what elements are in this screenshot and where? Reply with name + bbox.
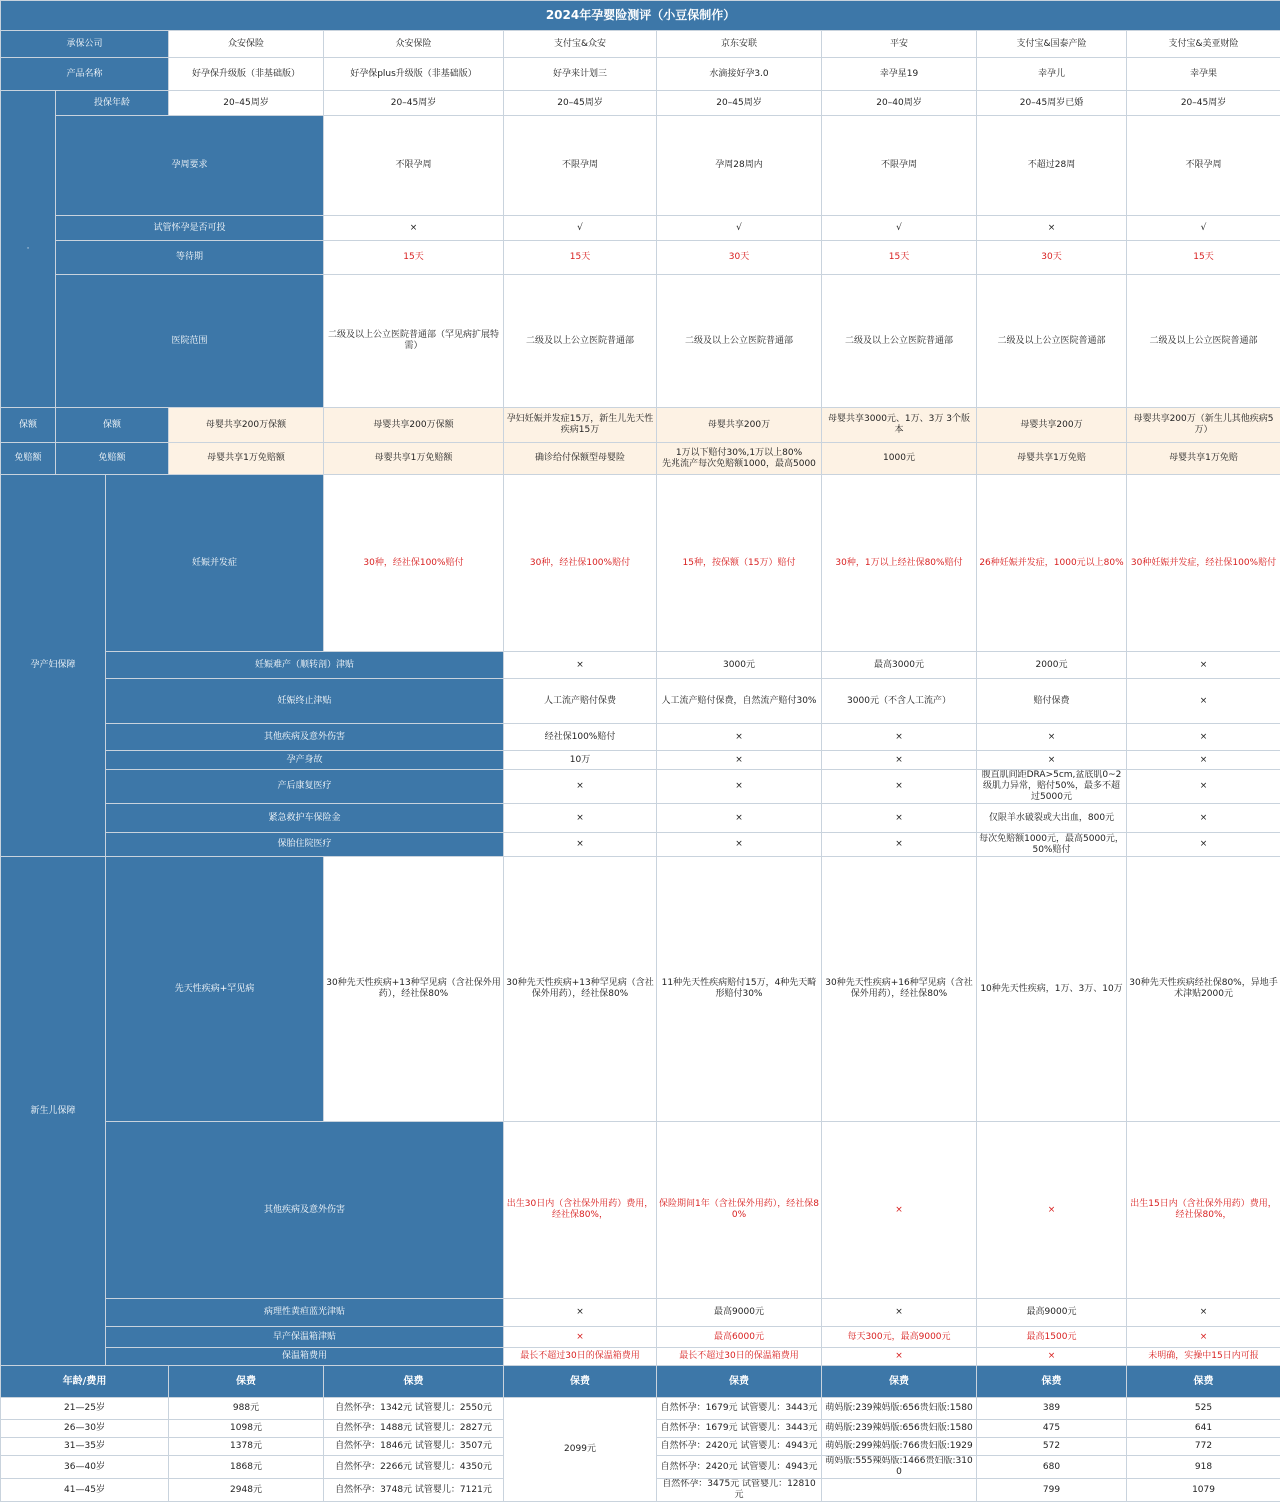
premium-age: 31—35岁 [1,1438,169,1456]
cell-wait: 30天 [657,241,822,275]
cell-deduct: 1000元 [822,443,977,475]
cell-deduct: 母婴共享1万免赔 [1127,443,1280,475]
cell-ambulance: × [657,804,822,833]
cell-ivf: √ [822,216,977,241]
cell-dystocia: 最高3000元 [822,652,977,679]
premium-age: 26—30岁 [1,1420,169,1438]
cell-preg_comp: 30种妊娠并发症，经社保100%赔付 [1127,475,1280,652]
cell-ivf: √ [504,216,657,241]
row-label: 妊娠并发症 [106,475,324,652]
cell-termination: × [1127,679,1280,724]
cell-ivf: √ [657,216,822,241]
cell-incubator: 最高6000元 [657,1327,822,1348]
table-row [1,770,1280,804]
cell-congenital: 10种先天性疾病，1万、3万、10万 [977,857,1127,1122]
cell-incubator: × [1127,1327,1280,1348]
cell-dystocia: 3000元 [657,652,822,679]
cell-m_other: × [1127,724,1280,751]
cell-rehab: 腹直肌间距DRA>5cm,盆底肌0~2级肌力异常，赔付50%，最多不超过5000元 [977,770,1127,804]
premium-c2: 自然怀孕：1342元 试管婴儿：2550元 [324,1398,504,1420]
premium-c1: 1378元 [169,1438,324,1456]
cell-jaundice: × [1127,1299,1280,1327]
row-label: 其他疾病及意外伤害 [106,1122,504,1299]
cell-tocolysis: × [822,833,977,857]
cell-termination: 赔付保费 [977,679,1127,724]
premium-c6: 475 [977,1420,1127,1438]
premium-c2: 自然怀孕：1488元 试管婴儿：2827元 [324,1420,504,1438]
cell-preg_comp: 15种，按保额（15万）赔付 [657,475,822,652]
group-label-deduct: 免赔额 [1,443,56,475]
row-label: 孕产身故 [106,751,504,770]
premium-c2: 自然怀孕：1846元 试管婴儿：3507元 [324,1438,504,1456]
cell-hospital: 二级及以上公立医院普通部 [822,275,977,408]
cell-age: 20–45周岁 [169,91,324,116]
cell-preg_comp: 30种，经社保100%赔付 [324,475,504,652]
cell-jaundice: 最高9000元 [977,1299,1127,1327]
cell-tocolysis: × [657,833,822,857]
table-row [1,804,1280,833]
cell-age: 20–45周岁 [324,91,504,116]
premium-c7: 525 [1127,1398,1280,1420]
premium-c2: 自然怀孕：2266元 试管婴儿：4350元 [324,1456,504,1479]
row-label: 免赔额 [56,443,169,475]
cell-company: 众安保险 [324,31,504,58]
cell-rehab: × [504,770,657,804]
row-label: 等待期 [56,241,324,275]
table-row [1,475,1280,652]
page-title: 2024年孕婴险测评（小豆保制作） [1,1,1280,31]
cell-n_other: 出生15日内（含社保外用药）费用，经社保80%， [1127,1122,1280,1299]
cell-m_other: × [657,724,822,751]
cell-ivf: √ [1127,216,1280,241]
cell-ambulance: 仅限羊水破裂或大出血，800元 [977,804,1127,833]
cell-hospital: 二级及以上公立医院普通部 [657,275,822,408]
cell-company: 平安 [822,31,977,58]
cell-age: 20–40周岁 [822,91,977,116]
premium-c7: 1079 [1127,1479,1280,1502]
table-row [1,58,1280,91]
cell-hospital: 二级及以上公立医院普通部 [504,275,657,408]
cell-week: 不限孕周 [822,116,977,216]
cell-product: 好孕保plus升级版（非基础版） [324,58,504,91]
cell-preg_comp: 26种妊娠并发症，1000元以上80% [977,475,1127,652]
cell-incubator: 每天300元，最高9000元 [822,1327,977,1348]
cell-hospital: 二级及以上公立医院普通部 [977,275,1127,408]
row-label: 妊娠终止津贴 [106,679,504,724]
cell-termination: 人工流产赔付保费 [504,679,657,724]
row-label: 保胎住院医疗 [106,833,504,857]
premium-age: 36—40岁 [1,1456,169,1479]
cell-wait: 15天 [324,241,504,275]
premium-c5 [822,1479,977,1502]
premium-c2: 自然怀孕：3748元 试管婴儿：7121元 [324,1479,504,1502]
cell-congenital: 30种先天性疾病+16种罕见病（含社保外用药），经社保80% [822,857,977,1122]
premium-header-cell: 保费 [657,1366,822,1398]
group-label-newborn: 新生儿保障 [1,857,106,1366]
cell-tocolysis: × [1127,833,1280,857]
cell-incubator: 最高1500元 [977,1327,1127,1348]
premium-c7: 641 [1127,1420,1280,1438]
cell-deduct: 母婴共享1万免赔额 [169,443,324,475]
cell-incub_fee: 未明确，实操中15日内可报 [1127,1348,1280,1366]
premium-header-cell: 保费 [324,1366,504,1398]
table-row [1,216,1280,241]
premium-c4: 自然怀孕：1679元 试管婴儿：3443元 [657,1398,822,1420]
premium-c5: 萌妈版:555辣妈版:1466贵妇版:3100 [822,1456,977,1479]
cell-week: 不限孕周 [324,116,504,216]
cell-product: 好孕来计划三 [504,58,657,91]
row-label: 妊娠难产（顺转剖）津贴 [106,652,504,679]
premium-header-cell: 保费 [977,1366,1127,1398]
cell-product: 幸孕果 [1127,58,1280,91]
cell-ambulance: × [822,804,977,833]
cell-incub_fee: × [822,1348,977,1366]
row-label: 投保年龄 [56,91,169,116]
row-label: 早产保温箱津贴 [106,1327,504,1348]
table-row [1,1299,1280,1327]
premium-c5: 萌妈版:299辣妈版:766贵妇版:1929 [822,1438,977,1456]
row-label: 医院范围 [56,275,324,408]
cell-insured: 母婴共享200万（新生儿其他疾病5万） [1127,408,1280,443]
cell-ivf: × [324,216,504,241]
cell-ambulance: × [1127,804,1280,833]
cell-m_other: × [822,724,977,751]
cell-tocolysis: × [504,833,657,857]
cell-m_other: 经社保100%赔付 [504,724,657,751]
cell-rehab: × [657,770,822,804]
cell-jaundice: × [504,1299,657,1327]
cell-week: 不超过28周 [977,116,1127,216]
table-body [1,1,1280,1502]
table-row [1,1348,1280,1366]
cell-tocolysis: 每次免赔额1000元，最高5000元，50%赔付 [977,833,1127,857]
table-row [1,408,1280,443]
row-label: 病理性黄疸蓝光津贴 [106,1299,504,1327]
cell-jaundice: 最高9000元 [657,1299,822,1327]
premium-c6: 799 [977,1479,1127,1502]
cell-jaundice: × [822,1299,977,1327]
premium-age: 41—45岁 [1,1479,169,1502]
cell-deduct: 母婴共享1万免赔 [977,443,1127,475]
premium-c7: 772 [1127,1438,1280,1456]
cell-hospital: 二级及以上公立医院普通部（罕见病扩展特需） [324,275,504,408]
cell-hospital: 二级及以上公立医院普通部 [1127,275,1280,408]
basic-info-side-label: · [1,91,56,408]
premium-c1: 988元 [169,1398,324,1420]
cell-wait: 15天 [822,241,977,275]
table-row [1,724,1280,751]
table-row [1,31,1280,58]
cell-death: × [657,751,822,770]
cell-death: × [822,751,977,770]
cell-death: 10万 [504,751,657,770]
cell-deduct: 母婴共享1万免赔额 [324,443,504,475]
cell-ambulance: × [504,804,657,833]
cell-insured: 孕妇妊娠并发症15万，新生儿先天性疾病15万 [504,408,657,443]
table-row [1,116,1280,216]
premium-header-cell: 保费 [169,1366,324,1398]
cell-product: 幸孕儿 [977,58,1127,91]
cell-preg_comp: 30种，1万以上经社保80%赔付 [822,475,977,652]
premium-c6: 389 [977,1398,1127,1420]
row-label: 保温箱费用 [106,1348,504,1366]
cell-company: 支付宝&美亚财险 [1127,31,1280,58]
table-row [1,241,1280,275]
premium-c1: 1098元 [169,1420,324,1438]
cell-rehab: × [1127,770,1280,804]
cell-week: 不限孕周 [504,116,657,216]
cell-wait: 30天 [977,241,1127,275]
cell-week: 孕周28周内 [657,116,822,216]
premium-c1: 1868元 [169,1456,324,1479]
premium-c5: 萌妈版:239辣妈版:656贵妇版:1580 [822,1420,977,1438]
row-label: 保额 [56,408,169,443]
cell-week: 不限孕周 [1127,116,1280,216]
row-label: 承保公司 [1,31,169,58]
premium-header-cell: 保费 [504,1366,657,1398]
cell-deduct: 1万以下赔付30%,1万以上80% 先兆流产每次免赔额1000，最高5000 [657,443,822,475]
cell-company: 众安保险 [169,31,324,58]
cell-termination: 3000元（不含人工流产） [822,679,977,724]
row-label: 产后康复医疗 [106,770,504,804]
group-label-mother: 孕产妇保障 [1,475,106,857]
cell-n_other: × [822,1122,977,1299]
cell-age: 20–45周岁已婚 [977,91,1127,116]
cell-product: 幸孕星19 [822,58,977,91]
cell-dystocia: × [1127,652,1280,679]
cell-n_other: × [977,1122,1127,1299]
table-row [1,1122,1280,1299]
cell-incub_fee: 最长不超过30日的保温箱费用 [504,1348,657,1366]
table-row [1,91,1280,116]
premium-c3: 2099元 [504,1398,657,1502]
premium-header-cell: 保费 [822,1366,977,1398]
table-row [1,833,1280,857]
cell-company: 京东安联 [657,31,822,58]
row-label: 其他疾病及意外伤害 [106,724,504,751]
premium-c5: 萌妈版:239辣妈版:656贵妇版:1580 [822,1398,977,1420]
table-row [1,652,1280,679]
cell-insured: 母婴共享200万 [977,408,1127,443]
cell-m_other: × [977,724,1127,751]
row-label: 试管怀孕是否可投 [56,216,324,241]
cell-insured: 母婴共享200万保额 [169,408,324,443]
group-label-insured: 保额 [1,408,56,443]
cell-age: 20–45周岁 [504,91,657,116]
cell-congenital: 30种先天性疾病经社保80%，异地手术津贴2000元 [1127,857,1280,1122]
cell-congenital: 11种先天性疾病赔付15万，4种先天畸形赔付30% [657,857,822,1122]
premium-c6: 680 [977,1456,1127,1479]
cell-incub_fee: × [977,1348,1127,1366]
cell-age: 20–45周岁 [1127,91,1280,116]
cell-age: 20–45周岁 [657,91,822,116]
premium-header-row [1,1366,1280,1398]
premium-c4: 自然怀孕：3475元 试管婴儿：12810元 [657,1479,822,1502]
row-label: 紧急救护车保险金 [106,804,504,833]
row-label: 产品名称 [1,58,169,91]
cell-rehab: × [822,770,977,804]
cell-incub_fee: 最长不超过30日的保温箱费用 [657,1348,822,1366]
cell-congenital: 30种先天性疾病+13种罕见病（含社保外用药），经社保80% [504,857,657,1122]
table-row [1,1327,1280,1348]
cell-company: 支付宝&国泰产险 [977,31,1127,58]
cell-product: 好孕保升级版（非基础版） [169,58,324,91]
row-label: 先天性疾病+罕见病 [106,857,324,1122]
cell-death: × [977,751,1127,770]
cell-n_other: 保险期间1年（含社保外用药），经社保80% [657,1122,822,1299]
cell-death: × [1127,751,1280,770]
cell-wait: 15天 [504,241,657,275]
cell-insured: 母婴共享3000元、1万、3万 3个版本 [822,408,977,443]
premium-c4: 自然怀孕：1679元 试管婴儿：3443元 [657,1420,822,1438]
table-row [1,751,1280,770]
cell-insured: 母婴共享200万保额 [324,408,504,443]
table-row [1,857,1280,1122]
cell-ivf: × [977,216,1127,241]
premium-age-label: 年龄/费用 [1,1366,169,1398]
cell-incubator: × [504,1327,657,1348]
premium-c7: 918 [1127,1456,1280,1479]
cell-wait: 15天 [1127,241,1280,275]
premium-c1: 2948元 [169,1479,324,1502]
cell-insured: 母婴共享200万 [657,408,822,443]
cell-deduct: 确诊给付保额型母婴险 [504,443,657,475]
row-label: 孕周要求 [56,116,324,216]
table-row [1,275,1280,408]
cell-dystocia: × [504,652,657,679]
table-row [1,443,1280,475]
cell-company: 支付宝&众安 [504,31,657,58]
premium-age: 21—25岁 [1,1398,169,1420]
premium-c6: 572 [977,1438,1127,1456]
premium-c4: 自然怀孕：2420元 试管婴儿：4943元 [657,1438,822,1456]
cell-n_other: 出生30日内（含社保外用药）费用，经社保80%， [504,1122,657,1299]
premium-header-cell: 保费 [1127,1366,1280,1398]
cell-congenital: 30种先天性疾病+13种罕见病（含社保外用药），经社保80% [324,857,504,1122]
cell-product: 水滴接好孕3.0 [657,58,822,91]
premium-row [1,1398,1280,1420]
premium-c4: 自然怀孕：2420元 试管婴儿：4943元 [657,1456,822,1479]
table-row [1,679,1280,724]
cell-preg_comp: 30种，经社保100%赔付 [504,475,657,652]
cell-dystocia: 2000元 [977,652,1127,679]
cell-termination: 人工流产赔付保费，自然流产赔付30% [657,679,822,724]
